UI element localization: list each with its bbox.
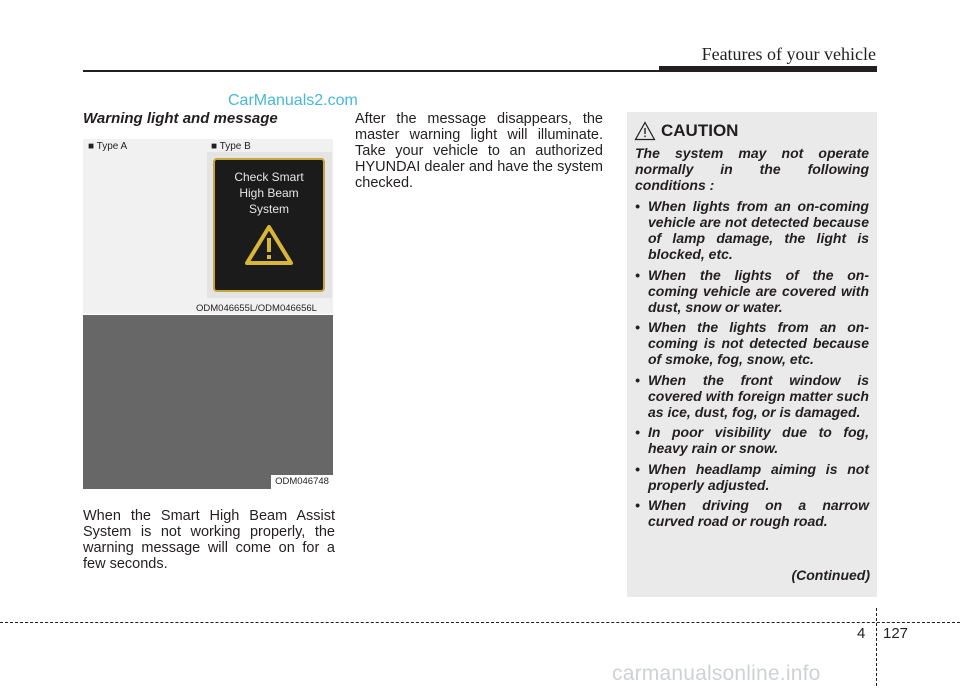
- figure-type-b-label: ■ Type B: [211, 141, 251, 152]
- watermark-bottom: carmanualsonline.info: [612, 662, 821, 685]
- figure-caption-2: ODM046748: [271, 475, 333, 489]
- figure-placeholder-image: [83, 315, 333, 489]
- list-item: [635, 319, 869, 367]
- caution-item-text: In poor visibility due to fog, heavy rain or snow.: [648, 424, 869, 456]
- page-number: 127: [883, 625, 909, 642]
- bullet-icon: •: [635, 371, 640, 388]
- bullet-icon: •: [635, 460, 640, 477]
- footer-rule: [0, 622, 960, 623]
- list-item: [635, 198, 869, 262]
- body-paragraph-left: When the Smart High Beam Assist System is not working properly, the warning message will come on for a few seconds.: [83, 508, 335, 572]
- display-line-3: System: [248, 202, 289, 216]
- caution-title: CAUTION: [661, 121, 739, 140]
- list-item: [635, 424, 869, 456]
- bullet-icon: •: [635, 198, 640, 214]
- display-line-2: High Beam: [239, 186, 299, 200]
- caution-item-text: When headlamp aiming is not properly adjusted.: [648, 460, 869, 493]
- bullet-icon: •: [635, 266, 640, 283]
- caution-item-text: When the lights of the on-coming vehicle are covered with dust, snow or water.: [648, 266, 869, 315]
- watermark-link[interactable]: CarManuals2.com: [228, 92, 358, 109]
- caution-item-text: When the front window is covered with foreign matter such as ice, dust, fog, or is damaged.: [648, 371, 869, 420]
- chapter-number: 4: [857, 625, 866, 642]
- continued-note: (Continued): [791, 567, 870, 583]
- caution-list: [635, 198, 869, 534]
- figure-caption: ODM046655L/ODM046656L: [196, 303, 317, 314]
- caution-triangle-icon: [634, 121, 656, 146]
- warning-triangle-icon: [244, 224, 294, 271]
- figure-type-a-label: ■ Type A: [88, 141, 128, 152]
- section-heading: Warning light and message: [83, 110, 278, 127]
- bullet-icon: •: [635, 424, 640, 440]
- bullet-icon: •: [635, 319, 640, 335]
- header-rule: [83, 70, 659, 72]
- cluster-display-message: [215, 169, 323, 217]
- running-header-title: Features of your vehicle: [701, 44, 876, 64]
- caution-item-text: When lights from an on-coming vehicle are not detected because of lamp damage, the light is blocked, etc.: [648, 198, 869, 262]
- caution-item-text: When driving on a narrow curved road or rough road.: [648, 497, 869, 529]
- body-paragraph-middle: After the message disappears, the master warning light will illuminate. Take your vehicle to an authorized HYUNDAI dealer and have the system checked.: [355, 111, 603, 191]
- list-item: [635, 372, 869, 420]
- header-rule-accent: [659, 66, 877, 72]
- list-item: [635, 267, 869, 315]
- list-item: [635, 461, 869, 493]
- caution-item-text: When the lights from an on-coming is not detected because of smoke, fog, snow, etc.: [648, 319, 869, 367]
- bullet-icon: •: [635, 497, 640, 513]
- list-item: [635, 497, 869, 529]
- footer-divider: [876, 608, 877, 686]
- caution-intro: The system may not operate normally in the following conditions :: [635, 145, 869, 193]
- display-line-1: Check Smart: [234, 170, 304, 184]
